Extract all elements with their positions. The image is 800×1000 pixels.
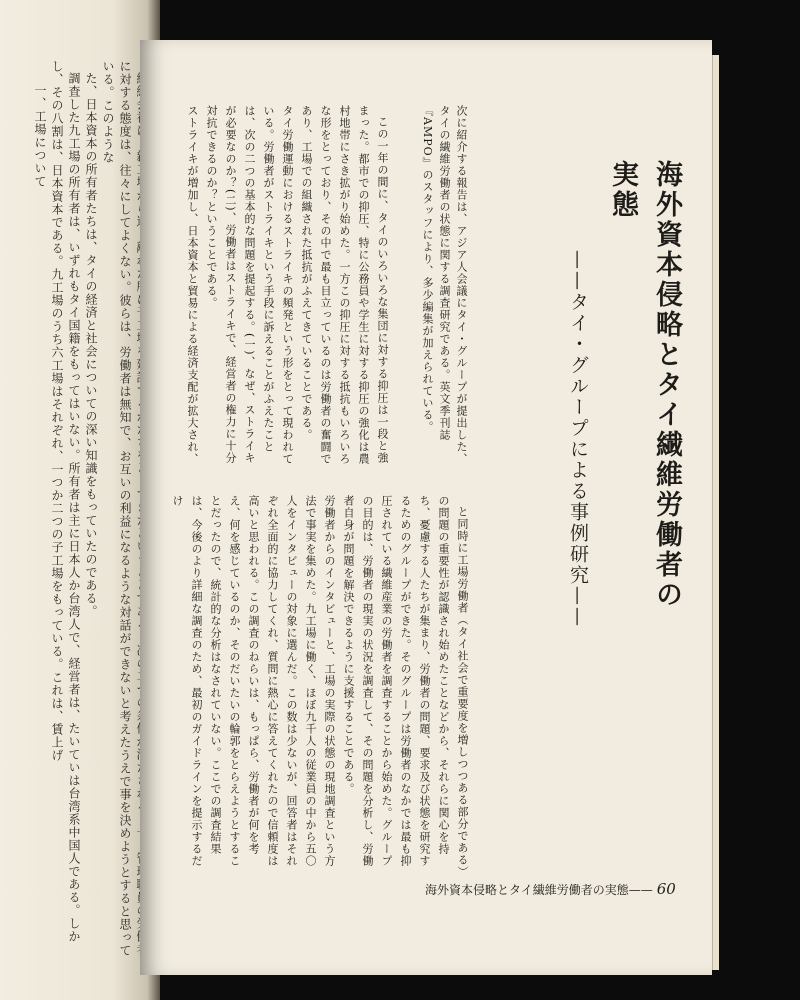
lower-paragraphs: と同時に工場労働者（タイ社会で重要度を増しつつある部分である）の問題の重要性が認識され始めたことなどから、それらに関心を持ち、憂慮する人たちが集まり、労働者の問題、要求及び状態を研究するためのグループができた。そのグループは労働者のなかでは最も抑圧されている繊維産業の労働者を調査することから始めた。グループの目的は、労働者の現実の状況を調査して、その問題を分析し、労働者自身が問題を解決できるように支援することである。 労働者からのインタビューと、工場の実際の状態の現地調査という方法で事実を集めた。九工場に働く、ほぼ九千人の従業員の中から五〇人をインタビューの対象に選んだ。この数は少ないが、回答者はそれぞれ全面的に協力してくれ、質問に熱心に答えてくれたので信頼度は高いと思われる。この調査のねらいは、もっぱら、労働者が何を考え、何を感じているのか、そのだいたいの輪郭をとらえようとすることだったので、統計的な分析はなされていない。ここでの調査結果は、今後のより詳細な調査のため、最初のガイドラインを提示するだけ [171,495,469,873]
left-page [0,0,160,1000]
left-heading: 一、工場について [33,84,47,188]
body-text-lower [172,495,472,875]
left-page-text [0,60,150,960]
article-title: 海外資本侵略とタイ繊維労働者の実態 [607,160,682,610]
left-paragraph-3: に対する態度は、往々にしてよくない。彼らは、労働者は無知で、お互いの利益になるような対話ができないと考えたうえで事を決めようとすると思っている。このような [101,60,132,957]
left-paragraph-2: た、日本資本の所有者たちは、タイの経済と社会についての深い知識をもっていたのである。 [84,72,98,618]
left-paragraph-1: 調査した九工場の所有者は、いずれもタイ国籍をもってはいない。所有者は主に日本人か台湾人で、経営者は、たいていは台湾系中国人である。しかし、その八割は、日本資本である。九工場のうち六工場はそれぞれ、一つか二つの子工場をもっている。これは、賃上げ [50,60,81,943]
page-edge [712,55,719,970]
body-text-upper [172,105,392,465]
article-subtitle: ——タイ・グループによる事例研究—— [567,250,589,628]
page-footer [425,880,676,898]
upper-paragraphs: この一年の間に、タイのいろいろな集団に対する抑圧は一段と強まった。都市での抑圧、特に公務員や学生に対する抑圧の強化は農村地帯にさき拡がり始めた。一方この抑圧に対する抵抗もいろいろな形をとっており、その中で最も目立っているのは労働者の奮闘であり、工場での組織された抵抗がふえてきていることである。 タイ労働運動におけるストライキの頻発という形をとって現われている。労働者がストライキという手段に訴えることがふえたことは、次の二つの基本的な問題を提起する。(一)、なぜ、ストライキが必要なのか？(二)、労働者はストライキで、経営者の権力に十分対抗できるのか？ということである。 ストライキが増加し、日本資本と貿易による経済支配が拡大され、 [186,105,389,465]
running-title: 海外資本侵略とタイ繊維労働者の実態—— [425,883,653,897]
right-page [140,40,712,975]
article-title-block [567,160,688,630]
page-number: 60 [656,880,676,898]
editor-intro: 次に紹介する報告は、アジア人会議にタイ・グループが提出した、タイの繊維労働者の状態に関する調査研究である。英文季刊誌『AMPO』のスタッフにより、多少編集が加えられている。 [421,105,468,465]
